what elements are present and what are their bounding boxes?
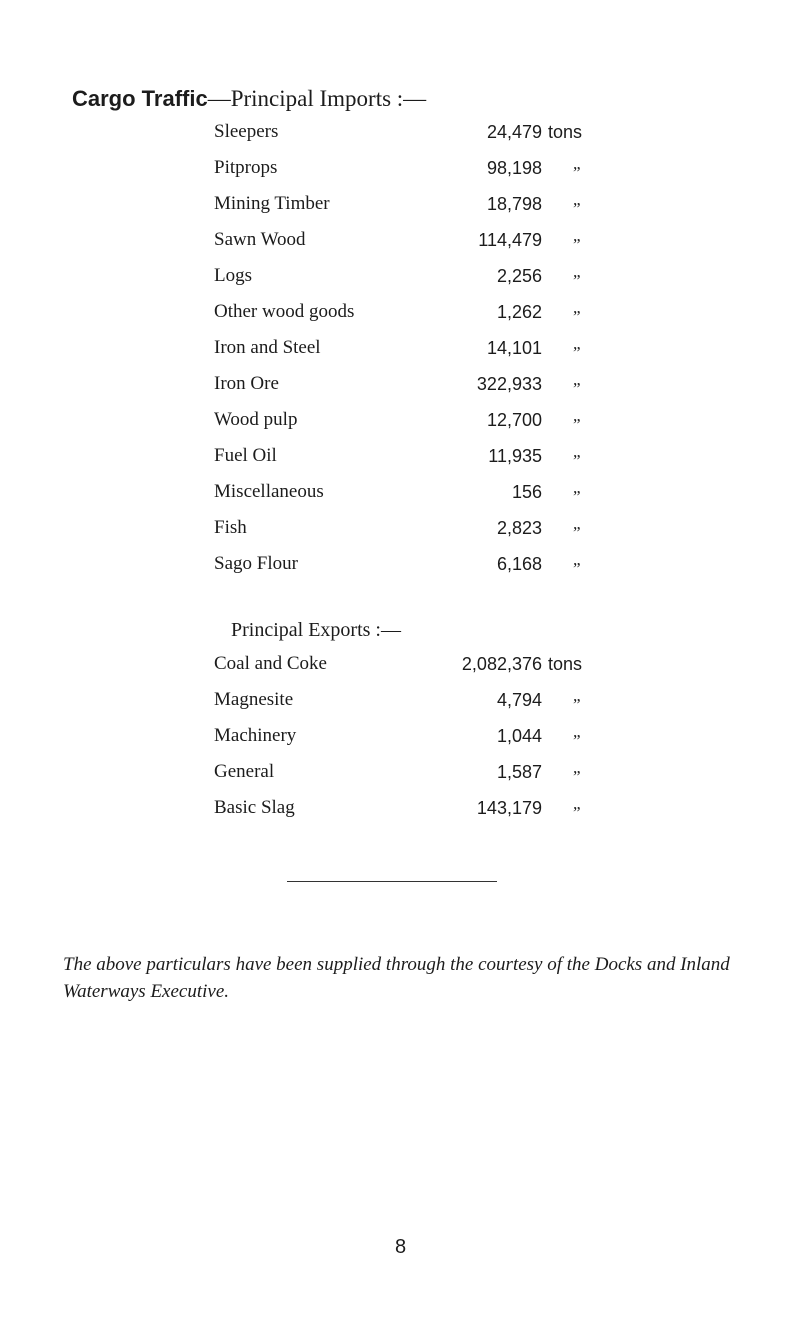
row-quantity: 1,044 — [496, 726, 542, 746]
row-quantity: 114,479 — [478, 230, 542, 250]
table-row — [0, 754, 801, 790]
table-row — [0, 402, 801, 438]
row-quantity: 143,179 — [476, 798, 542, 818]
row-item: Mining Timber — [214, 193, 330, 214]
table-row — [0, 682, 801, 718]
row-quantity: 18,798 — [486, 194, 542, 214]
table-row — [0, 546, 801, 582]
row-item: Fuel Oil — [214, 445, 277, 466]
heading-cargo-traffic: Cargo Traffic — [72, 86, 208, 111]
ditto-mark: „ — [573, 478, 582, 497]
row-quantity: 4,794 — [496, 690, 542, 710]
ditto-mark: „ — [573, 190, 582, 209]
page-number: 8 — [394, 1236, 407, 1258]
ditto-mark: „ — [573, 514, 582, 533]
page-heading — [72, 84, 426, 114]
divider-rule — [287, 881, 497, 882]
table-row — [0, 366, 801, 402]
row-item: Iron Ore — [214, 373, 279, 394]
row-quantity: 1,587 — [496, 762, 542, 782]
row-quantity: 322,933 — [476, 374, 542, 394]
exports-table — [0, 646, 801, 826]
ditto-mark: „ — [573, 226, 582, 245]
row-item: Coal and Coke — [214, 653, 327, 674]
row-item: Sawn Wood — [214, 229, 306, 250]
imports-table — [0, 114, 801, 582]
row-quantity: 6,168 — [496, 554, 542, 574]
ditto-mark: „ — [573, 406, 582, 425]
table-row — [0, 510, 801, 546]
row-item: Pitprops — [214, 157, 278, 178]
table-row — [0, 474, 801, 510]
row-item: Fish — [214, 517, 247, 538]
footnote: The above particulars have been supplied through the courtesy of the Docks and Inland Waterways Executive. — [63, 954, 730, 1002]
row-quantity: 2,256 — [496, 266, 542, 286]
row-item: Basic Slag — [214, 797, 295, 818]
row-quantity: 14,101 — [486, 338, 542, 358]
heading-principal-imports: —Principal Imports :— — [207, 86, 427, 111]
table-row — [0, 150, 801, 186]
row-item: Sago Flour — [214, 553, 298, 574]
ditto-mark: „ — [573, 154, 582, 173]
ditto-mark: „ — [573, 370, 582, 389]
row-item: Other wood goods — [214, 301, 355, 322]
row-item: Logs — [214, 265, 252, 286]
ditto-mark: „ — [573, 334, 582, 353]
row-item: Magnesite — [214, 689, 294, 710]
row-unit: tons — [548, 654, 583, 674]
row-item: Machinery — [214, 725, 297, 746]
table-row — [0, 718, 801, 754]
row-quantity: 24,479 — [486, 122, 542, 142]
row-item: Wood pulp — [214, 409, 298, 430]
row-quantity: 1,262 — [496, 302, 542, 322]
table-row — [0, 790, 801, 826]
table-row — [0, 186, 801, 222]
row-item: Iron and Steel — [214, 337, 321, 358]
table-row — [0, 114, 801, 150]
ditto-mark: „ — [573, 794, 582, 813]
table-row — [0, 646, 801, 682]
row-item: Miscellaneous — [214, 481, 324, 502]
table-row — [0, 330, 801, 366]
exports-heading: Principal Exports :— — [231, 619, 401, 641]
row-quantity: 156 — [511, 482, 542, 502]
table-row — [0, 222, 801, 258]
table-row — [0, 438, 801, 474]
row-unit: tons — [548, 122, 583, 142]
table-row — [0, 258, 801, 294]
ditto-mark: „ — [573, 442, 582, 461]
row-item: Sleepers — [214, 121, 279, 142]
ditto-mark: „ — [573, 298, 582, 317]
table-row — [0, 294, 801, 330]
row-quantity: 11,935 — [488, 446, 542, 466]
row-item: General — [214, 761, 275, 782]
ditto-mark: „ — [573, 550, 582, 569]
ditto-mark: „ — [573, 758, 582, 777]
row-quantity: 12,700 — [486, 410, 542, 430]
ditto-mark: „ — [573, 722, 582, 741]
ditto-mark: „ — [573, 262, 582, 281]
ditto-mark: „ — [573, 686, 582, 705]
row-quantity: 98,198 — [486, 158, 542, 178]
row-quantity: 2,823 — [496, 518, 542, 538]
row-quantity: 2,082,376 — [461, 654, 542, 674]
